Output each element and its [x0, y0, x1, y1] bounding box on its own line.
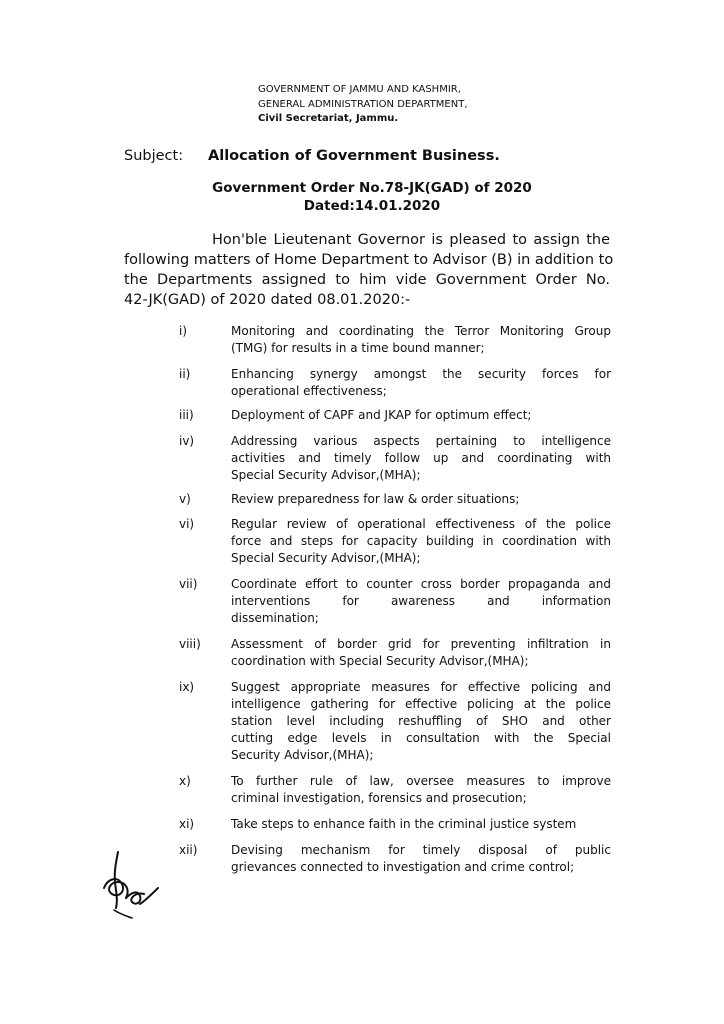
- item-line: Regular review of operational effectiveness of the police: [231, 517, 611, 531]
- item-text: [231, 366, 611, 400]
- item-line: Take steps to enhance faith in the criminal justice system: [231, 817, 577, 831]
- handwritten-signature: [96, 848, 166, 926]
- intro-line: Hon'ble Lieutenant Governor is pleased to assign the: [212, 232, 610, 248]
- item-number: vi): [179, 517, 195, 531]
- intro-line: 42-JK(GAD) of 2020 dated 08.01.2020:-: [124, 292, 411, 308]
- item-line: (TMG) for results in a time bound manner;: [231, 341, 485, 355]
- item-number: ii): [179, 367, 191, 381]
- item-text: [231, 636, 611, 670]
- header-location: Civil Secretariat, Jammu.: [258, 113, 399, 124]
- header-government: GOVERNMENT OF JAMMU AND KASHMIR,: [258, 84, 461, 95]
- item-text: [231, 842, 611, 876]
- item-line: station level including reshuffling of SHO and other: [231, 714, 611, 728]
- item-number: xi): [179, 817, 195, 831]
- item-line: force and steps for capacity building in coordination with: [231, 534, 611, 548]
- item-line: Security Advisor,(MHA);: [231, 748, 374, 762]
- item-number: i): [179, 324, 188, 338]
- order-number: Government Order No.78-JK(GAD) of 2020: [212, 180, 532, 196]
- item-line: Special Security Advisor,(MHA);: [231, 551, 421, 565]
- item-line: dissemination;: [231, 611, 319, 625]
- header-department: GENERAL ADMINISTRATION DEPARTMENT,: [258, 99, 468, 110]
- item-text: [231, 679, 611, 764]
- item-line: activities and timely follow up and coordinating with: [231, 451, 611, 465]
- item-text: [231, 576, 611, 627]
- item-text: [231, 407, 611, 424]
- item-line: To further rule of law, oversee measures to improve: [231, 774, 611, 788]
- intro-line: the Departments assigned to him vide Government Order No.: [124, 272, 610, 288]
- item-line: Coordinate effort to counter cross border propaganda and: [231, 577, 611, 591]
- item-text: [231, 816, 611, 833]
- item-number: viii): [179, 637, 201, 651]
- item-line: coordination with Special Security Advisor,(MHA);: [231, 654, 529, 668]
- item-text: [231, 433, 611, 484]
- item-text: [231, 516, 611, 567]
- order-date: Dated:14.01.2020: [303, 198, 441, 214]
- item-line: Devising mechanism for timely disposal of public: [231, 843, 611, 857]
- item-line: Assessment of border grid for preventing infiltration in: [231, 637, 611, 651]
- subject-value: Allocation of Government Business.: [208, 148, 500, 164]
- subject-label: Subject:: [124, 148, 184, 164]
- item-line: Special Security Advisor,(MHA);: [231, 468, 421, 482]
- item-line: Suggest appropriate measures for effective policing and: [231, 680, 611, 694]
- item-line: interventions for awareness and information: [231, 594, 611, 608]
- item-line: operational effectiveness;: [231, 384, 387, 398]
- item-line: Monitoring and coordinating the Terror Monitoring Group: [231, 324, 611, 338]
- item-text: [231, 323, 611, 357]
- item-number: x): [179, 774, 191, 788]
- item-line: Deployment of CAPF and JKAP for optimum effect;: [231, 408, 532, 422]
- item-line: intelligence gathering for effective policing at the police: [231, 697, 611, 711]
- item-number: vii): [179, 577, 198, 591]
- item-line: grievances connected to investigation and crime control;: [231, 860, 575, 874]
- item-text: [231, 773, 611, 807]
- item-line: criminal investigation, forensics and prosecution;: [231, 791, 527, 805]
- intro-line: following matters of Home Department to Advisor (B) in addition to: [124, 252, 614, 268]
- item-number: iii): [179, 408, 194, 422]
- item-number: iv): [179, 434, 195, 448]
- item-number: v): [179, 492, 191, 506]
- item-number: ix): [179, 680, 195, 694]
- intro-paragraph: [124, 230, 614, 310]
- subject-line: [124, 147, 500, 165]
- item-line: cutting edge levels in consultation with the Special: [231, 731, 611, 745]
- item-line: Enhancing synergy amongst the security forces for: [231, 367, 611, 381]
- item-line: Addressing various aspects pertaining to intelligence: [231, 434, 611, 448]
- item-number: xii): [179, 843, 198, 857]
- item-line: Review preparedness for law & order situations;: [231, 492, 520, 506]
- item-text: [231, 491, 611, 508]
